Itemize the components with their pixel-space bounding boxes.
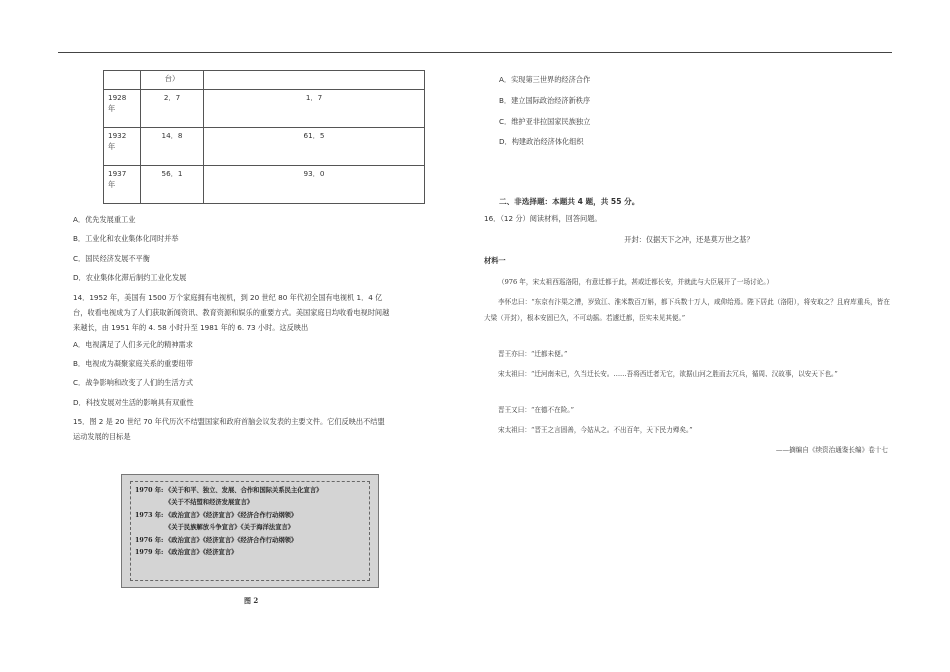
question-16-intro: 16．（12 分）阅读材料，回答问题。 (484, 214, 602, 223)
table-cell: 2．7 (141, 90, 204, 128)
option-b: B．工业化和农业集体化同时并举 (73, 234, 179, 244)
question-text: 台，收看电视成为了人们获取新闻资讯、教育资源和娱乐的重要方式。美国家庭日均收看电视时间越 (73, 307, 390, 317)
year-unit: 年 (108, 179, 116, 189)
paragraph: 晋王又曰：“在德不在险。” (498, 406, 574, 414)
table-cell (104, 166, 141, 204)
option-d: D．构建政治经济体化组织 (499, 137, 584, 146)
question-text: 15．图 2 是 20 世纪 70 年代历次不结盟国家和政府首脑会议发表的主要文件。它们反映出不结盟 (73, 417, 385, 427)
figure-row (135, 497, 365, 509)
q13-options (73, 210, 468, 288)
figure-frame (130, 481, 370, 581)
paragraph: （976 年，宋太祖西巡洛阳，有意迁都于此，甚或迁都长安，并就此与大臣展开了一场讨论。） (498, 278, 774, 286)
figure-year: 1979 年: (135, 548, 164, 556)
q14-options (73, 335, 468, 413)
option-c: C．国民经济发展不平衡 (73, 253, 150, 263)
material-title: 开封：仅据天下之冲，还是莫万世之基？ (624, 235, 754, 244)
table-row (104, 71, 425, 90)
question-text: 来越长，由 1951 年的 4. 58 小时升至 1981 年的 6. 73 小时。这反映出 (73, 322, 309, 332)
table-cell (104, 90, 141, 128)
paragraph: 晋王亦曰：“迁都未便。” (498, 350, 568, 358)
figure-docs: 《政治宣言》《经济宣言》《经济合作行动纲领》 (165, 536, 298, 544)
year-text: 1937 (108, 169, 127, 178)
figure-year: 1976 年: (135, 536, 164, 544)
paragraph: 宋太祖曰：“晋王之言固善，今姑从之。不出百年，天下民力殚矣。” (498, 426, 693, 434)
table-cell: 1．7 (204, 90, 425, 128)
table-row (104, 166, 425, 204)
section-heading: 二、非选择题：本题共 4 题，共 55 分。 (499, 197, 640, 206)
table-cell: 台） (141, 71, 204, 90)
figure-row (135, 485, 365, 497)
figure-row (135, 522, 365, 534)
question-14 (73, 290, 468, 335)
figure-year: 1970 年: (135, 487, 164, 494)
figure-row (135, 547, 365, 559)
source-citation: ——摘编自《续资治通鉴长编》卷十七 (775, 446, 888, 454)
option-b: B．建立国际政治经济新秩序 (499, 96, 591, 105)
figure-docs: 《政治宣言》《经济宣言》《经济合作行动纲领》 (165, 511, 298, 519)
option-a: A．实现第三世界的经济合作 (499, 75, 591, 84)
figure-docs: 《政治宣言》《经济宣言》 (165, 548, 238, 556)
figure-2 (121, 474, 379, 588)
figure-year: 1973 年: (135, 511, 164, 519)
option-b: B．电视成为凝聚家庭关系的重要纽带 (73, 358, 193, 368)
table-cell: 14．8 (141, 128, 204, 166)
option-a: A．电视满足了人们多元化的精神需求 (73, 339, 193, 349)
option-d: D．农业集体化滞后制约工业化发展 (73, 273, 187, 283)
table-row (104, 90, 425, 128)
table-cell (104, 128, 141, 166)
table-cell (204, 71, 425, 90)
paragraph: 李怀忠曰：“东京有汴渠之漕，岁致江、淮米数百万斛，都下兵数十万人，咸仰给焉。陛下居此（洛阳），将安取之？且府库重兵，皆在大梁（开封），根本安固已久，不可动摇。若遽迁都，臣实未见其便。” (484, 298, 890, 322)
year-text: 1932 (108, 131, 127, 140)
table-cell: 93．0 (204, 166, 425, 204)
figure-docs: 《关于民族解放斗争宣言》《关于海洋法宣言》 (165, 524, 295, 532)
data-table (103, 70, 425, 204)
table-cell (104, 71, 141, 90)
year-unit: 年 (108, 141, 116, 151)
option-c: C．维护亚非拉国家民族独立 (499, 117, 591, 126)
figure-docs: 《关于和平、独立、发展、合作和国际关系民主化宣言》 (165, 487, 323, 494)
left-column (73, 70, 468, 444)
header-rule (58, 52, 892, 53)
table-row (104, 128, 425, 166)
question-15 (73, 414, 468, 444)
year-text: 1928 (108, 93, 127, 102)
figure-row (135, 510, 365, 522)
year-unit: 年 (108, 103, 116, 113)
question-text: 14．1952 年，美国有 1500 万个家庭拥有电视机，到 20 世纪 80 年代初全国有电视机 1．4 亿 (73, 292, 383, 302)
question-text: 运动发展的目标是 (73, 432, 131, 442)
figure-caption: 图 2 (244, 596, 259, 605)
figure-row (135, 535, 365, 547)
material-label: 材料一 (484, 256, 506, 265)
figure-docs: 《关于不结盟和经济发展宣言》 (165, 499, 254, 507)
paragraph: 宋太祖曰：“迁河南未已，久当迁长安。……吾将西迁者无它，欲据山河之胜而去冗兵，循周、汉故事，以安天下也。” (498, 370, 838, 378)
option-c: C．战争影响和改变了人们的生活方式 (73, 378, 194, 388)
table-cell: 61．5 (204, 128, 425, 166)
option-d: D．科技发展对生活的影响具有双重性 (73, 397, 194, 407)
option-a: A．优先发展重工业 (73, 215, 136, 224)
table-cell: 56．1 (141, 166, 204, 204)
